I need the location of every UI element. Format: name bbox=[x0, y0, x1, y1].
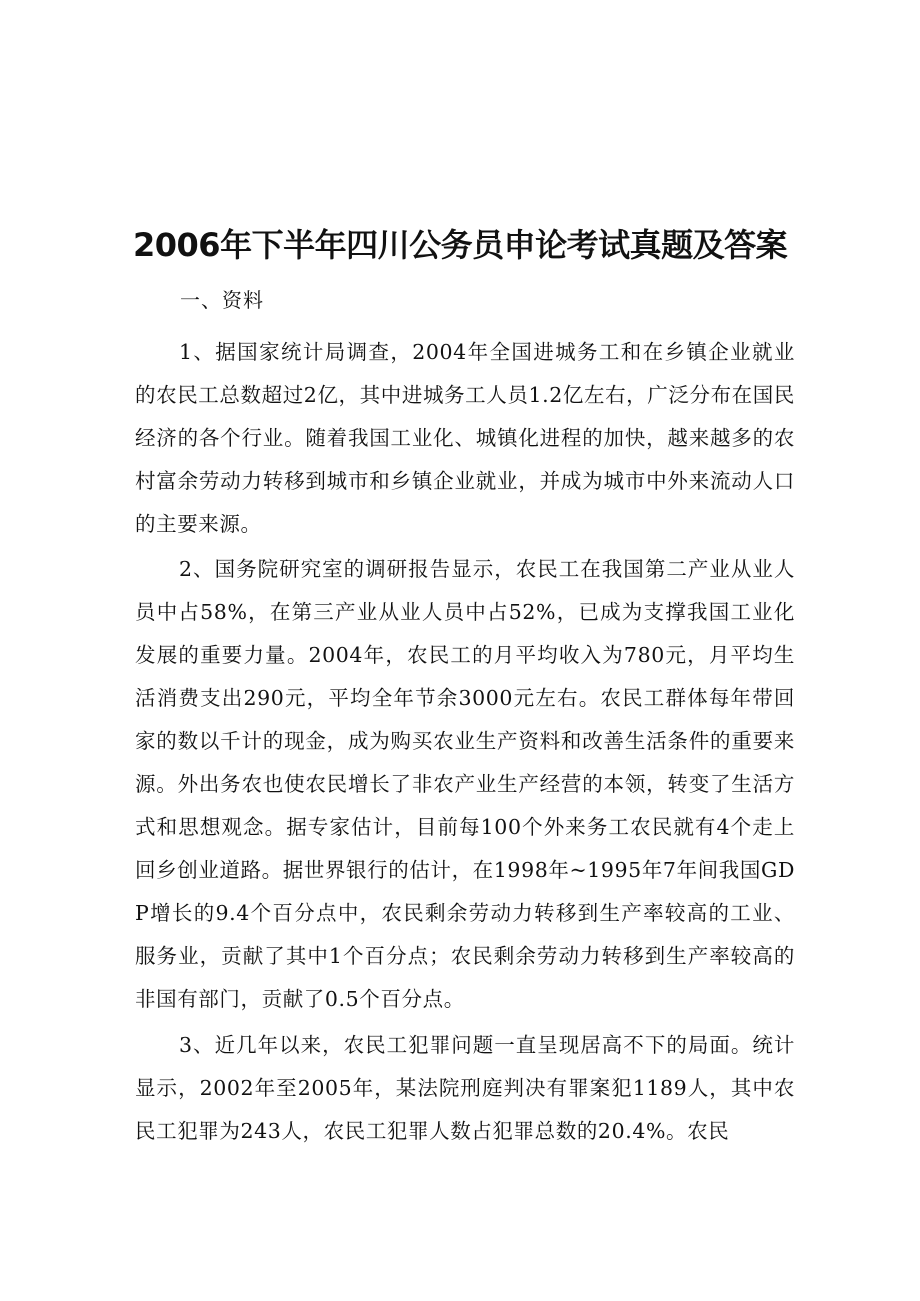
paragraph-3: 3、近几年以来，农民工犯罪问题一直呈现居高不下的局面。统计显示，2002年至2005年，某法院刑庭判决有罪案犯1189人，其中农民工犯罪为243人，农民工犯罪人数占犯罪总数的20.4%。农民 bbox=[135, 1033, 795, 1143]
document-title: 2006年下半年四川公务员申论考试真题及答案 bbox=[133, 226, 788, 264]
paragraph-2: 2、国务院研究室的调研报告显示，农民工在我国第二产业从业人员中占58%，在第三产业从业人员中占52%，已成为支撑我国工业化发展的重要力量。2004年，农民工的月平均收入为780元，月平均生活消费支出290元，平均全年节余3000元左右。农民工群体每年带回家的数以千计的现金，成为购买农业生产资料和改善生活条件的重要来源。外出务农也使农民增长了非农产业生产经营的本领，转变了生活方式和思想观念。据专家估计，目前每100个外来务工农民就有4个走上回乡创业道路。据世界银行的估计，在1998年~1995年7年间我国GDP增长的9.4个百分点中，农民剩余劳动力转移到生产率较高的工业、服务业，贡献了其中1个百分点；农民剩余劳动力转移到生产率较高的非国有部门，贡献了0.5个百分点。 bbox=[135, 557, 795, 1011]
section-heading: 一、资料 bbox=[180, 288, 264, 312]
paragraph-1: 1、据国家统计局调查，2004年全国进城务工和在乡镇企业就业的农民工总数超过2亿，其中进城务工人员1.2亿左右，广泛分布在国民经济的各个行业。随着我国工业化、城镇化进程的加快，越来越多的农村富余劳动力转移到城市和乡镇企业就业，并成为城市中外来流动人口的主要来源。 bbox=[135, 340, 795, 536]
